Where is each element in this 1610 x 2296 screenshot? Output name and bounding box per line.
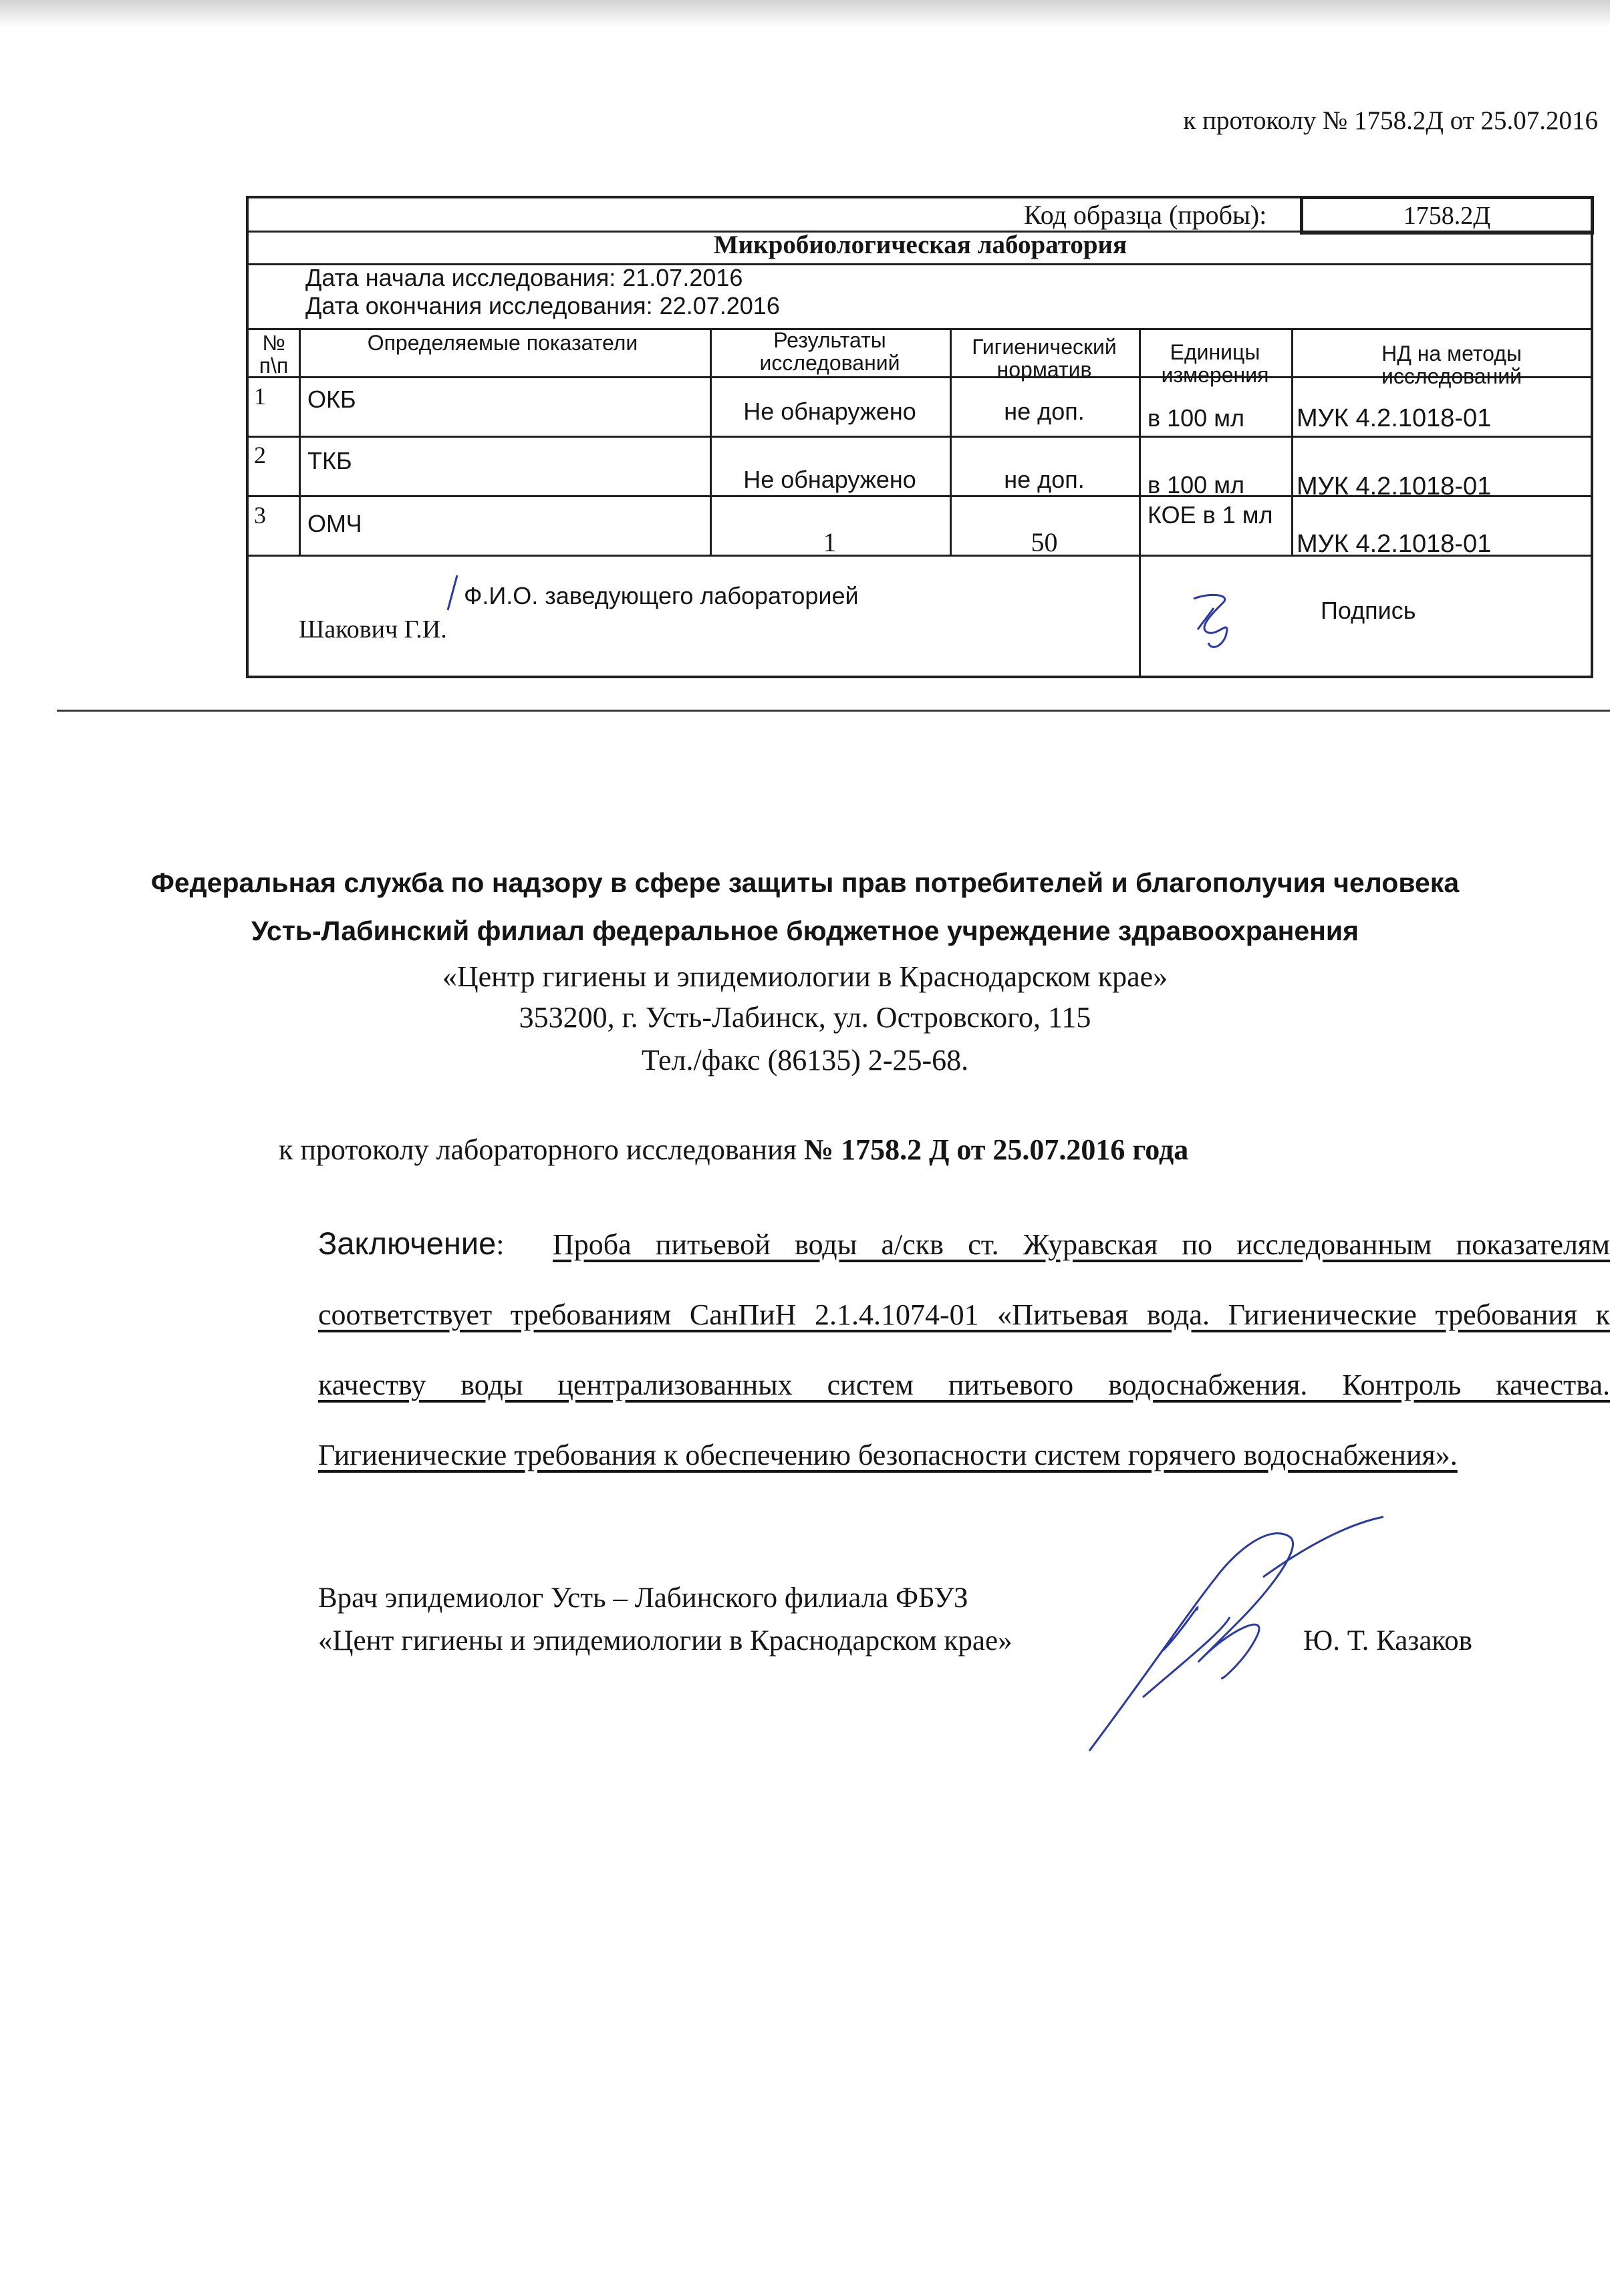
- signer-title-line-2: «Цент гигиены и эпидемиологии в Краснодарском крае»: [318, 1625, 1013, 1657]
- conclusion-label: Заключение: [318, 1226, 497, 1261]
- lab-head-label: Ф.И.О. заведующего лабораторией: [464, 582, 859, 609]
- row-number: 2: [254, 442, 266, 468]
- protocol-number: № 1758.2 Д от 25.07.2016 года: [803, 1133, 1189, 1166]
- indicator: ОМЧ: [307, 510, 362, 537]
- protocol-line-prefix: к протоколу лабораторного исследования: [279, 1133, 804, 1166]
- pen-mark: [442, 573, 462, 613]
- column-header: НД на методы исследований: [1381, 341, 1522, 388]
- start-date: Дата начала исследования: 21.07.2016: [305, 264, 743, 291]
- sample-code-label: Код образца (пробы):: [1024, 200, 1267, 230]
- organization-line-2: Усть-Лабинский филиал федеральное бюджетное учреждение здравоохранения: [251, 915, 1359, 946]
- table-rule: [249, 436, 1592, 438]
- doctor-signature: [1069, 1497, 1417, 1764]
- unit: КОЕ в 1 мл: [1148, 501, 1273, 529]
- column-header: Гигиенический норматив: [972, 335, 1117, 382]
- sample-code-value: 1758.2Д: [1300, 196, 1594, 235]
- row-number: 1: [254, 383, 266, 410]
- indicator: ТКБ: [307, 447, 352, 474]
- lab-head-name: Шакович Г.И.: [299, 615, 447, 643]
- column-header: Определяемые показатели: [367, 331, 638, 355]
- conclusion: Заключение: Проба питьевой воды а/скв ст. Журавская по исследованным показателям соответствует требованиям СанПиН 2.1.4.1074-01 «Питьевая вода. Гигиенические требования к качеству воды централизованных систем питьевого водоснабжения. Контроль качества. Гигиенические требования к обеспечению безопасности систем горячего водоснабжения».: [318, 1226, 1610, 1471]
- lab-name: Микробиологическая лаборатория: [713, 231, 1127, 259]
- column-header: Единицы измерения: [1161, 340, 1269, 387]
- method: МУК 4.2.1018-01: [1297, 472, 1492, 500]
- scan-top-shadow: [0, 0, 1610, 28]
- table-rule: [1291, 328, 1293, 555]
- signer-name: Ю. Т. Казаков: [1303, 1625, 1472, 1657]
- row-number: 3: [254, 502, 266, 529]
- column-header: № п\п: [259, 331, 289, 378]
- result: Не обнаружено: [743, 398, 916, 425]
- column-header: Результаты исследований: [759, 328, 900, 375]
- result: 1: [823, 527, 837, 557]
- end-date: Дата окончания исследования: 22.07.2016: [305, 292, 780, 319]
- lab-head-signature: [1184, 589, 1251, 656]
- signer-title-line-1: Врач эпидемиолог Усть – Лабинского филиала ФБУЗ: [318, 1582, 968, 1614]
- signature-label: Подпись: [1321, 597, 1416, 624]
- organization-address: 353200, г. Усть-Лабинск, ул. Островского, 115: [519, 1001, 1091, 1034]
- table-rule: [299, 328, 301, 555]
- protocol-line: [279, 1133, 1188, 1167]
- indicator: ОКБ: [307, 386, 356, 413]
- unit: в 100 мл: [1148, 471, 1244, 498]
- organization-phone: Тел./факс (86135) 2-25-68.: [641, 1044, 969, 1077]
- conclusion-text: Проба питьевой воды а/скв ст. Журавская по исследованным показателям соответствует требованиям СанПиН 2.1.4.1074-01 «Питьевая вода. Гигиенические требования к качеству воды централизованных систем питьевого водоснабжения. Контроль качества. Гигиенические требования к обеспечению безопасности систем горячего водоснабжения».: [318, 1228, 1610, 1471]
- result: Не обнаружено: [743, 466, 916, 493]
- method: МУК 4.2.1018-01: [1297, 404, 1492, 432]
- lab-results-table: [246, 196, 1593, 678]
- organization-line-3: «Центр гигиены и эпидемиологии в Краснодарском крае»: [442, 960, 1168, 993]
- unit: в 100 мл: [1148, 404, 1244, 432]
- sheet-edge: [57, 710, 1610, 712]
- norm: не доп.: [1004, 398, 1085, 425]
- method: МУК 4.2.1018-01: [1297, 530, 1492, 558]
- norm: 50: [1031, 527, 1058, 557]
- norm: не доп.: [1004, 466, 1085, 493]
- protocol-reference: к протоколу № 1758.2Д от 25.07.2016: [1183, 106, 1598, 135]
- organization-line-1: Федеральная служба по надзору в сфере защиты прав потребителей и благополучия человека: [150, 867, 1460, 898]
